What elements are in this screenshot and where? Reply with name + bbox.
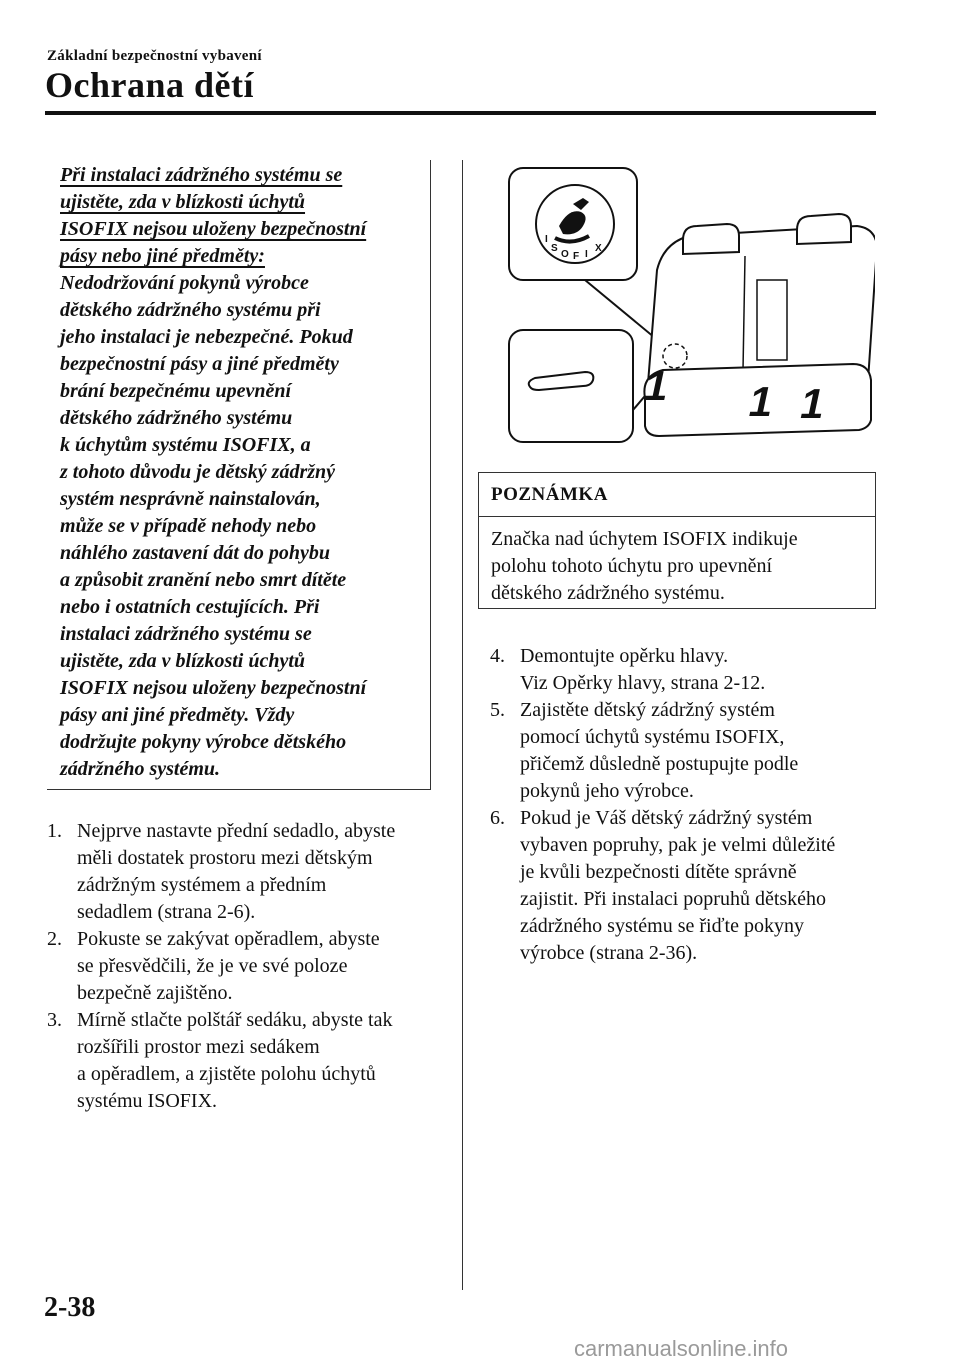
note-body bbox=[479, 517, 875, 607]
warning-headline-line: ISOFIX nejsou uloženy bezpečnostní bbox=[60, 218, 367, 240]
warning-body-line: jeho instalaci je nebezpečné. Pokud bbox=[60, 326, 353, 348]
warning-headline-line: Při instalaci zádržného systému se bbox=[60, 164, 343, 186]
isofix-letter: I bbox=[545, 234, 548, 245]
warning-body-line: bezpečnostní pásy a jiné předměty bbox=[60, 353, 339, 375]
step-line: přičemž důsledně postupujte podle bbox=[520, 753, 799, 775]
step-line: je kvůli bezpečnosti dítěte správně bbox=[520, 861, 797, 883]
step-line: pomocí úchytů systému ISOFIX, bbox=[520, 726, 785, 748]
warning-body-line: k úchytům systému ISOFIX, a bbox=[60, 434, 311, 456]
step-line: zádržným systémem a předním bbox=[77, 874, 327, 896]
isofix-letter: I bbox=[585, 249, 588, 260]
step-number: 5. bbox=[490, 699, 505, 721]
step-line: systému ISOFIX. bbox=[77, 1090, 218, 1112]
warning-body-line: dětského zádržného systému bbox=[60, 407, 293, 429]
step-line: Pokud je Váš dětský zádržný systém bbox=[520, 807, 813, 829]
step-number: 3. bbox=[47, 1009, 62, 1031]
watermark: carmanualsonline.info bbox=[574, 1336, 789, 1361]
isofix-letter: S bbox=[551, 243, 558, 254]
headrest bbox=[683, 224, 739, 254]
note-box bbox=[478, 472, 876, 609]
steps-list-left bbox=[47, 818, 437, 1115]
warning-body-line: může se v případě nehody nebo bbox=[60, 515, 317, 537]
warning-body-line: dodržujte pokyny výrobce dětského bbox=[60, 731, 347, 753]
note-line: polohu tohoto úchytu pro upevnění bbox=[491, 555, 773, 577]
note-heading: POZNÁMKA bbox=[479, 473, 875, 517]
step-line: zádržného systému se řiďte pokyny bbox=[520, 915, 804, 937]
page-number: 2-38 bbox=[44, 1292, 96, 1323]
isofix-marker: 1 bbox=[640, 362, 674, 409]
step-line: Zajistěte dětský zádržný systém bbox=[520, 699, 775, 721]
step-item bbox=[47, 1007, 437, 1115]
step-item bbox=[490, 805, 880, 967]
headrest bbox=[797, 214, 851, 244]
page-title: Ochrana dětí bbox=[45, 65, 254, 105]
step-item bbox=[490, 643, 880, 697]
steps-list-right bbox=[490, 643, 880, 967]
warning-body-line: a způsobit zranění nebo smrt dítěte bbox=[60, 569, 347, 591]
note-line: dětského zádržného systému. bbox=[491, 582, 725, 604]
warning-body-line: z tohoto důvodu je dětský zádržný bbox=[60, 461, 336, 483]
step-line: zajistit. Při instalaci popruhů dětského bbox=[520, 888, 827, 910]
warning-headline bbox=[60, 162, 425, 270]
warning-box bbox=[47, 160, 431, 790]
step-line: a opěradlem, a zjistěte polohu úchytů bbox=[77, 1063, 376, 1085]
warning-body-line: zádržného systému. bbox=[60, 758, 221, 780]
isofix-letter: F bbox=[573, 251, 580, 262]
title-rule bbox=[45, 111, 876, 115]
isofix-marker: 1 bbox=[744, 378, 778, 425]
step-line: Viz Opěrky hlavy, strana 2-12. bbox=[520, 672, 766, 694]
step-line: pokynů jeho výrobce. bbox=[520, 780, 694, 802]
note-line: Značka nad úchytem ISOFIX indikuje bbox=[491, 528, 798, 550]
step-line: Pokuste se zakývat opěradlem, abyste bbox=[77, 928, 380, 950]
warning-body-line: pásy ani jiné předměty. Vždy bbox=[60, 704, 295, 726]
warning-body-line: nebo i ostatních cestujících. Při bbox=[60, 596, 320, 618]
section-label: Základní bezpečnostní vybavení bbox=[47, 48, 262, 64]
step-number: 6. bbox=[490, 807, 505, 829]
isofix-letter: O bbox=[561, 249, 569, 260]
step-line: se přesvědčili, že je ve své poloze bbox=[77, 955, 348, 977]
step-line: bezpečně zajištěno. bbox=[77, 982, 233, 1004]
step-line: rozšířili prostor mezi sedákem bbox=[77, 1036, 320, 1058]
step-line: sedadlem (strana 2-6). bbox=[77, 901, 256, 923]
step-line: výrobce (strana 2-36). bbox=[520, 942, 698, 964]
step-number: 2. bbox=[47, 928, 62, 950]
warning-headline-line: ujistěte, zda v blízkosti úchytů bbox=[60, 191, 306, 213]
step-line: vybaven popruhy, pak je velmi důležité bbox=[520, 834, 836, 856]
warning-body-line: ISOFIX nejsou uloženy bezpečnostní bbox=[60, 677, 367, 699]
step-line: Mírně stlačte polštář sedáku, abyste tak bbox=[77, 1009, 393, 1031]
warning-body-line: brání bezpečnému upevnění bbox=[60, 380, 292, 402]
warning-body-line: systém nesprávně nainstalován, bbox=[60, 488, 321, 510]
isofix-marker: 1 bbox=[796, 380, 830, 427]
step-line: měli dostatek prostoru mezi dětským bbox=[77, 847, 373, 869]
step-item bbox=[47, 926, 437, 1007]
step-number: 1. bbox=[47, 820, 62, 842]
step-line: Nejprve nastavte přední sedadlo, abyste bbox=[77, 820, 396, 842]
warning-body-line: Nedodržování pokynů výrobce bbox=[60, 272, 309, 294]
isofix-letter: X bbox=[595, 243, 602, 254]
step-line: Demontujte opěrku hlavy. bbox=[520, 645, 729, 667]
anchor-callout-frame bbox=[509, 330, 633, 442]
step-item bbox=[490, 697, 880, 805]
step-number: 4. bbox=[490, 645, 505, 667]
column-divider bbox=[462, 160, 463, 1290]
warning-body-line: dětského zádržného systému při bbox=[60, 299, 321, 321]
warning-body-line: ujistěte, zda v blízkosti úchytů bbox=[60, 650, 306, 672]
warning-body-line: náhlého zastavení dát do pohybu bbox=[60, 542, 331, 564]
warning-body bbox=[60, 270, 425, 783]
warning-text bbox=[60, 162, 425, 783]
warning-body-line: instalaci zádržného systému se bbox=[60, 623, 312, 645]
warning-headline-line: pásy nebo jiné předměty: bbox=[60, 245, 265, 267]
step-item bbox=[47, 818, 437, 926]
isofix-seat-illustration bbox=[507, 160, 875, 455]
